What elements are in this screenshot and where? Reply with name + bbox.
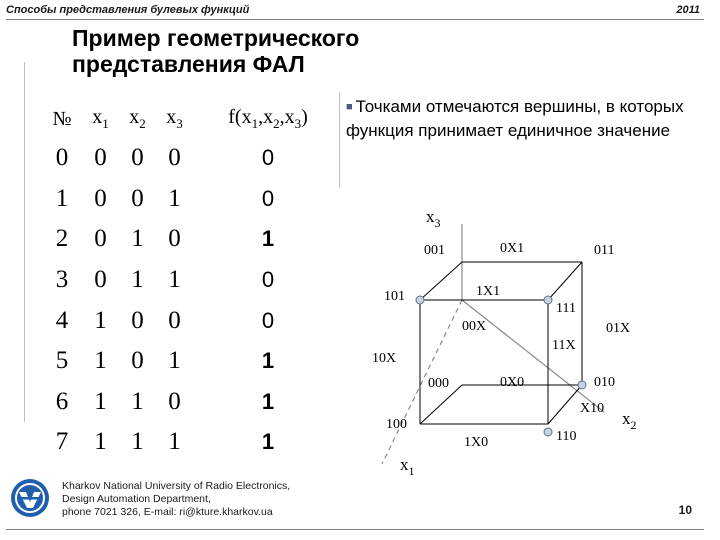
row-x2-cell: 1 xyxy=(131,387,144,415)
row-f-cell: 1 xyxy=(261,388,275,414)
vertex-101-dot xyxy=(416,296,424,304)
row-f-cell: 0 xyxy=(261,145,275,171)
axis-x1-line xyxy=(382,300,462,464)
vertex-100-label: 100 xyxy=(386,417,407,432)
edge-01X-label: 01X xyxy=(606,321,631,336)
header-x1: $x_1$ xyxy=(92,106,109,131)
edge-001-101 xyxy=(420,262,462,300)
row-index-cell: 6 xyxy=(55,387,69,415)
row-index-cell: 0 xyxy=(55,144,69,172)
axis-x2-label: $x_2$ xyxy=(622,409,637,432)
vertex-000-label: 000 xyxy=(428,376,449,391)
footer-divider xyxy=(6,529,704,530)
row-x1-cell: 1 xyxy=(94,387,107,415)
slide-title-line1: Пример геометрического xyxy=(72,25,360,51)
row-f-cell: 0 xyxy=(261,307,275,333)
row-x3-cell: 0 xyxy=(168,225,181,253)
row-x2-cell: 0 xyxy=(131,347,144,375)
slide-title-line2: представления ФАЛ xyxy=(72,51,305,77)
row-x1-cell: 0 xyxy=(94,266,107,294)
vertex-001-label: 001 xyxy=(424,243,445,258)
header-section-title: Способы представления булевых функций xyxy=(6,4,250,16)
row-x1-cell: 1 xyxy=(94,428,107,456)
edge-X10-label: X10 xyxy=(580,401,605,416)
row-x1-cell: 0 xyxy=(94,144,107,172)
header-index: № xyxy=(52,107,72,130)
footer-line-department: Design Automation Department, xyxy=(62,493,211,505)
header-x3: $x_3$ xyxy=(166,106,183,131)
row-index-cell: 1 xyxy=(55,184,69,212)
row-x1-cell: 1 xyxy=(94,347,107,375)
row-index-cell: 7 xyxy=(55,428,69,456)
edge-010-110 xyxy=(548,385,582,424)
header-function: $f(x_1,x_2,x_3)$ xyxy=(228,106,308,131)
vertex-111-label: 111 xyxy=(556,301,576,316)
row-x2-cell: 1 xyxy=(131,428,144,456)
edge-0X1-label: 0X1 xyxy=(500,241,525,256)
vertex-010-dot xyxy=(578,381,586,389)
bullet-text: Точками отмечаются вершины, в которых функция принимает единичное значение xyxy=(346,97,684,140)
edge-1X1-label: 1X1 xyxy=(476,284,501,299)
row-x2-cell: 0 xyxy=(131,144,144,172)
axis-x3-label: $x_3$ xyxy=(426,207,441,230)
row-index-cell: 5 xyxy=(55,347,69,375)
row-f-cell: 0 xyxy=(261,185,275,211)
row-x3-cell: 0 xyxy=(168,306,181,334)
axis-x1-label: $x_1$ xyxy=(400,455,415,478)
edge-0X0-label: 0X0 xyxy=(500,375,525,390)
vertex-101-label: 101 xyxy=(384,289,405,304)
row-x2-cell: 0 xyxy=(131,306,144,334)
university-logo-icon xyxy=(10,478,50,518)
edge-1X0-label: 1X0 xyxy=(464,435,489,450)
row-f-cell: 1 xyxy=(261,348,275,374)
row-x1-cell: 0 xyxy=(94,225,107,253)
page-number: 10 xyxy=(678,503,692,517)
row-x3-cell: 1 xyxy=(168,347,181,375)
row-x1-cell: 1 xyxy=(94,306,107,334)
row-x3-cell: 1 xyxy=(168,184,181,212)
vertex-110-dot xyxy=(544,428,552,436)
row-index-cell: 3 xyxy=(55,266,69,294)
vertex-110-label: 110 xyxy=(556,429,577,444)
bullet-square-icon: ■ xyxy=(346,101,353,113)
row-x2-cell: 0 xyxy=(131,184,144,212)
footer-line-university: Kharkov National University of Radio Electronics, xyxy=(62,480,291,492)
row-f-cell: 0 xyxy=(261,267,275,293)
edge-011-111 xyxy=(548,262,582,300)
row-index-cell: 2 xyxy=(55,225,69,253)
footer-contact xyxy=(62,480,290,519)
axis-x2-line xyxy=(462,300,604,412)
header-year: 2011 xyxy=(676,4,700,16)
row-f-cell: 1 xyxy=(261,429,275,455)
vertex-011-label: 011 xyxy=(594,243,615,258)
row-x2-cell: 1 xyxy=(131,225,144,253)
row-x3-cell: 1 xyxy=(168,428,181,456)
vertex-111-dot xyxy=(544,296,552,304)
edge-10X-label: 10X xyxy=(372,351,397,366)
row-x1-cell: 0 xyxy=(94,184,107,212)
edge-11X-label: 11X xyxy=(552,338,576,353)
edge-00X-label: 00X xyxy=(462,319,487,334)
header-x2: $x_2$ xyxy=(129,106,146,131)
row-f-cell: 1 xyxy=(261,226,275,252)
row-index-cell: 4 xyxy=(55,306,69,334)
vertex-010-label: 010 xyxy=(594,375,615,390)
row-x3-cell: 0 xyxy=(168,144,181,172)
row-x3-cell: 0 xyxy=(168,387,181,415)
row-x3-cell: 1 xyxy=(168,266,181,294)
footer-line-contact: phone 7021 326, E-mail: ri@kture.kharkov.ua xyxy=(62,506,273,518)
row-x2-cell: 1 xyxy=(131,266,144,294)
